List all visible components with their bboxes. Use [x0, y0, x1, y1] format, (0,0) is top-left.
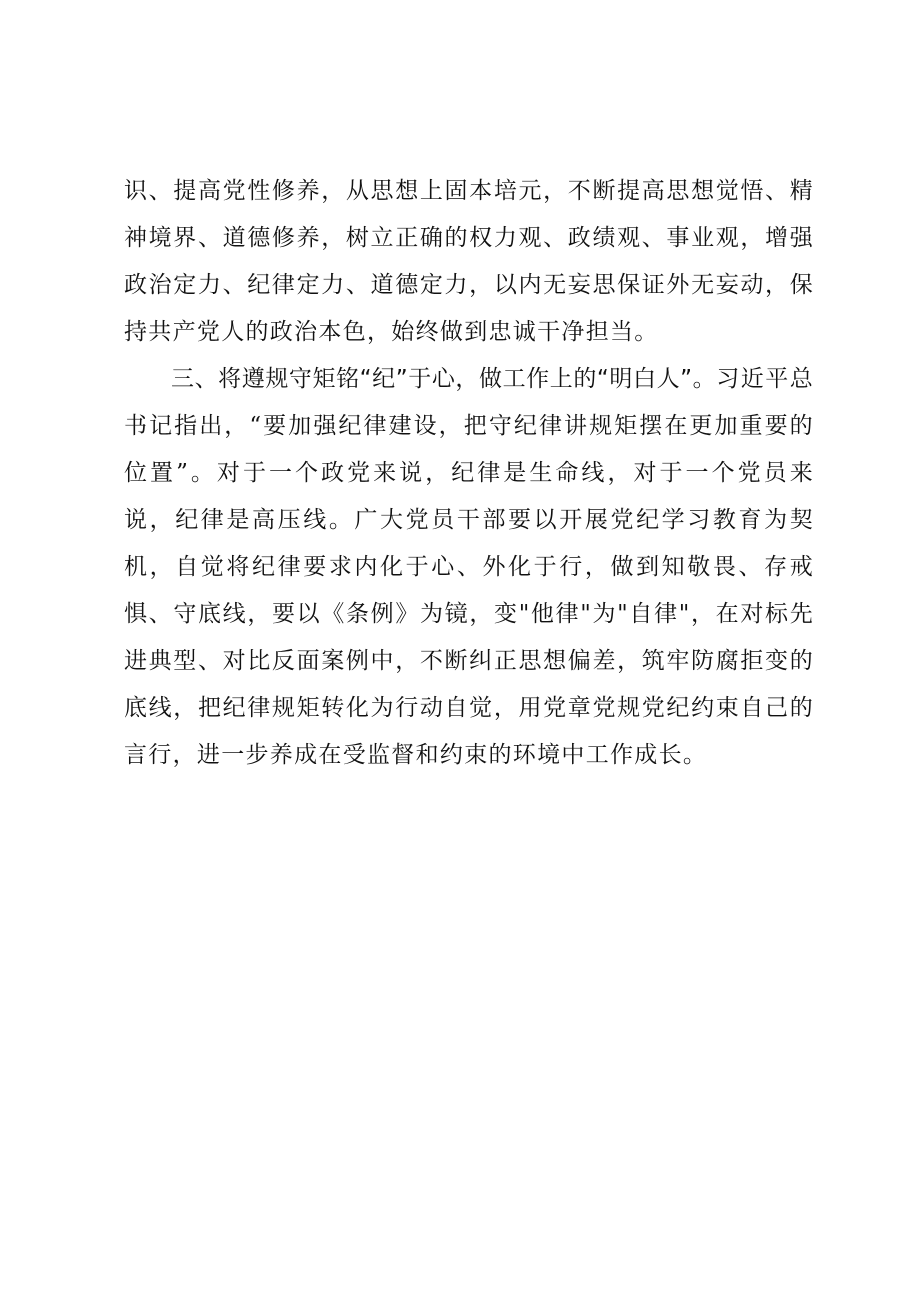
document-body: [124, 168, 814, 779]
section-heading: 三、将遵规守矩铭“纪”于心，做工作上的“明白人”。: [171, 366, 717, 392]
paragraph-continued: 识、提高党性修养，从思想上固本培元，不断提高思想觉悟、精神境界、道德修养，树立正确的权力观、政绩观、事业观，增强政治定力、纪律定力、道德定力，以内无妄思保证外无妄动，保持共产党人的政治本色，始终做到忠诚干净担当。: [124, 178, 814, 345]
paragraph-section-three: [124, 356, 814, 779]
section-body: 习近平总书记指出，“要加强纪律建设，把守纪律讲规矩摆在更加重要的位置”。对于一个政党来说，纪律是生命线，对于一个党员来说，纪律是高压线。广大党员干部要以开展党纪学习教育为契机，自觉将纪律要求内化于心、外化于行，做到知敬畏、存戒惧、守底线，要以《条例》为镜，变"他律"为"自律"，在对标先进典型、对比反面案例中，不断纠正思想偏差，筑牢防腐拒变的底线，把纪律规矩转化为行动自觉，用党章党规党纪约束自己的言行，进一步养成在受监督和约束的环境中工作成长。: [124, 366, 814, 768]
